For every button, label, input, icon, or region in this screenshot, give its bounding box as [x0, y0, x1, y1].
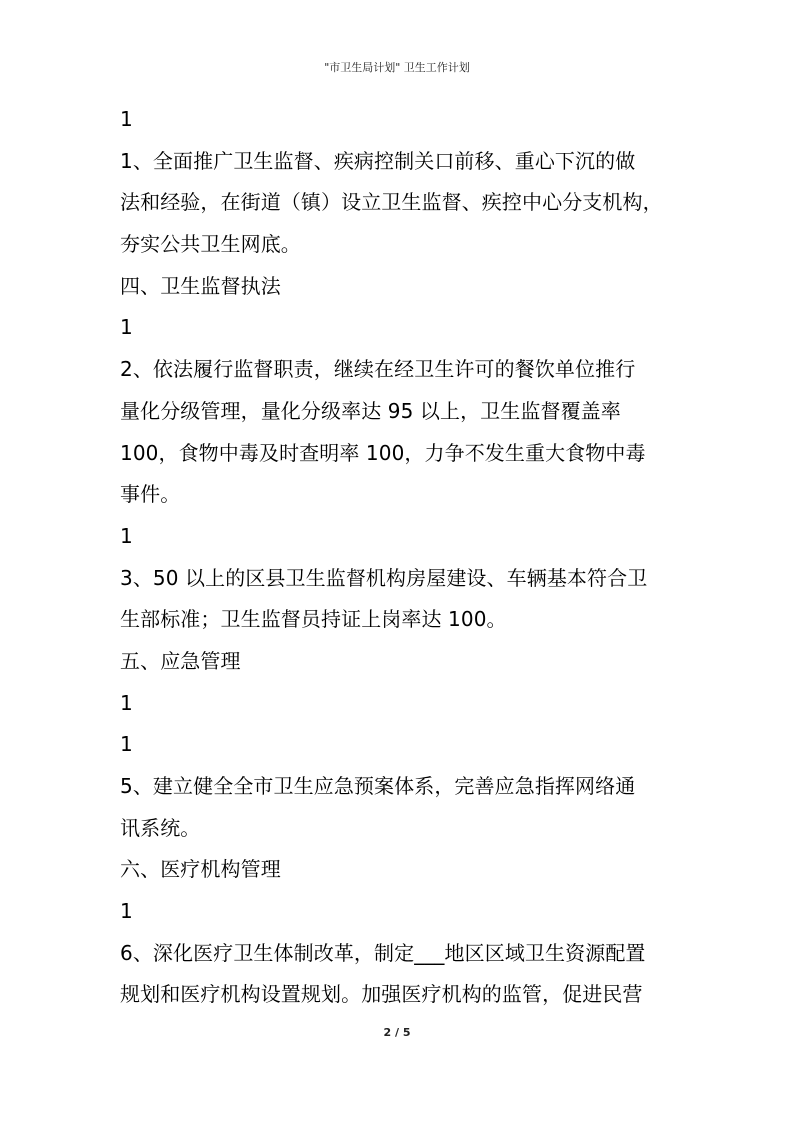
text-line: 1 [120, 690, 133, 715]
text-line: 1、全面推广卫生监督、疾病控制关口前移、重心下沉的做 [120, 148, 636, 173]
text-line: 讯系统。 [120, 815, 201, 840]
text-line: 1 [120, 899, 133, 924]
text-line: 5、建立健全全市卫生应急预案体系，完善应急指挥网络通 [120, 774, 636, 798]
section-heading: 四、卫生监督执法 [120, 273, 281, 298]
text-line: 3、50 以上的区县卫生监督机构房屋建设、车辆基本符合卫 [120, 565, 648, 590]
text-line: 规划和医疗机构设置规划。加强医疗机构的监管，促进民营 [120, 982, 643, 1007]
section-heading: 五、应急管理 [120, 648, 241, 673]
text-line: 1 [120, 107, 133, 131]
text-line: 1 [120, 523, 133, 548]
section-heading: 六、医疗机构管理 [120, 857, 281, 882]
page-header-title: "市卫生局计划" 卫生工作计划 [324, 61, 470, 74]
text-line: 生部标准；卫生监督员持证上岗率达 100。 [120, 607, 507, 632]
page-number: 2 / 5 [383, 1026, 411, 1039]
text-line: 量化分级管理，量化分级率达 95 以上，卫生监督覆盖率 [120, 398, 621, 423]
document-body [120, 99, 680, 1016]
text-line: 夯实公共卫生网底。 [120, 232, 301, 257]
text-line: 1 [120, 315, 133, 340]
text-line: 1 [120, 732, 133, 757]
text-line: 法和经验，在街道（镇）设立卫生监督、疾控中心分支机构， [120, 190, 663, 215]
text-line: 6、深化医疗卫生体制改革，制定___地区区域卫生资源配置 [120, 940, 646, 965]
text-line: 100，食物中毒及时查明率 100，力争不发生重大食物中毒 [120, 440, 646, 465]
text-line: 事件。 [120, 482, 181, 507]
text-line: 2、依法履行监督职责，继续在经卫生许可的餐饮单位推行 [120, 357, 636, 382]
